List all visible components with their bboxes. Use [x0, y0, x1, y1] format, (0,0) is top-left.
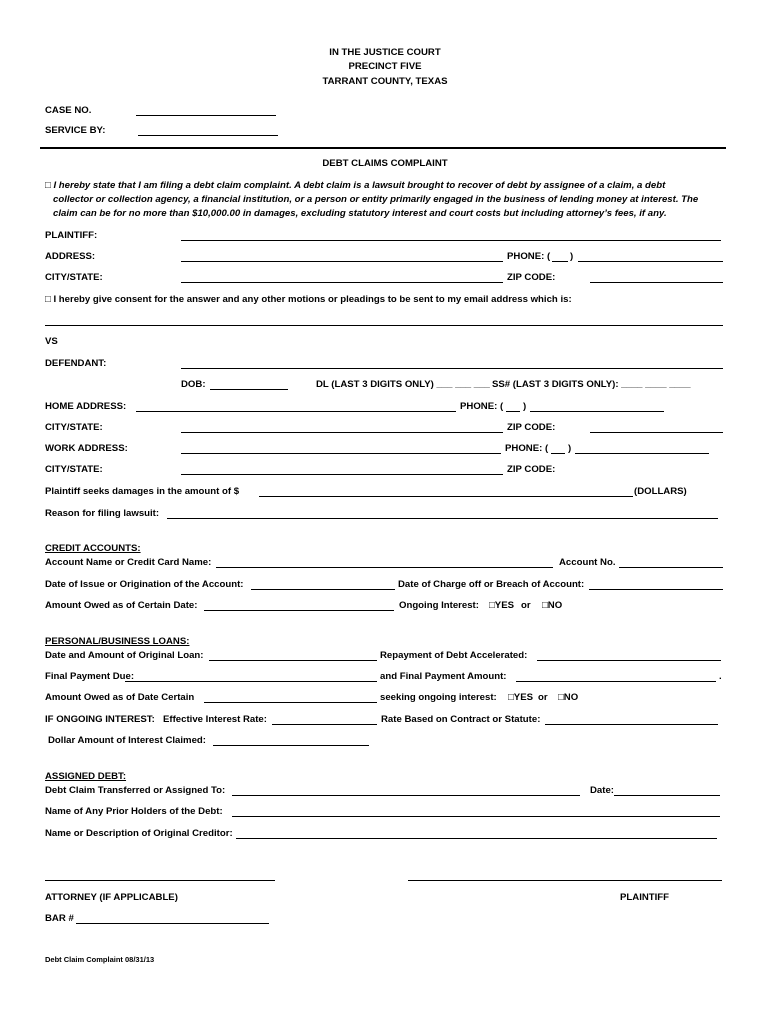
- loan-or-label: or: [538, 692, 548, 703]
- credit-no-checkbox[interactable]: □NO: [542, 600, 563, 611]
- header-divider: [40, 147, 726, 149]
- assigned-heading: ASSIGNED DEBT:: [45, 771, 127, 782]
- dob-label: DOB:: [181, 379, 206, 390]
- work-phone-field[interactable]: [575, 453, 709, 454]
- final-amount-label: and Final Payment Amount:: [380, 671, 507, 682]
- city-state-label: CITY/STATE:: [45, 272, 103, 283]
- county: TARRANT COUNTY, TEXAS: [322, 76, 448, 87]
- ongoing-interest-label: Ongoing Interest:: [399, 600, 479, 611]
- plaintiff-field[interactable]: [181, 240, 721, 241]
- home-address-label: HOME ADDRESS:: [45, 401, 127, 412]
- service-by-label: SERVICE BY:: [45, 125, 106, 136]
- statement-line-2: collector or collection agency, a financial institution, or a person or entity primarily engaged in the business of lending money at interest. The: [53, 194, 699, 205]
- rate-based-field[interactable]: [545, 724, 718, 725]
- work-address-field[interactable]: [181, 453, 501, 454]
- page-title: DEBT CLAIMS COMPLAINT: [322, 158, 448, 169]
- effective-rate-field[interactable]: [272, 724, 377, 725]
- address-label: ADDRESS:: [45, 251, 96, 262]
- footer: Debt Claim Complaint 08/31/13: [45, 955, 155, 964]
- final-amount-field[interactable]: [516, 681, 716, 682]
- issue-date-label: Date of Issue or Origination of the Account:: [45, 579, 244, 590]
- zip-label: ZIP CODE:: [507, 272, 556, 283]
- account-name-field[interactable]: [216, 567, 553, 568]
- assigned-date-label: Date:: [590, 785, 614, 796]
- home-city-state-label: CITY/STATE:: [45, 422, 103, 433]
- work-phone-area-field[interactable]: [551, 453, 565, 454]
- plaintiff-signature-line[interactable]: [408, 880, 722, 881]
- defendant-field[interactable]: [181, 368, 723, 369]
- plaintiff-signature-label: PLAINTIFF: [620, 892, 670, 903]
- credit-yes-checkbox[interactable]: □YES: [489, 600, 514, 611]
- reason-label: Reason for filing lawsuit:: [45, 508, 160, 519]
- phone-paren: ): [570, 251, 574, 262]
- address-field[interactable]: [181, 261, 503, 262]
- work-phone-paren: ): [568, 443, 572, 454]
- email-field[interactable]: [45, 325, 723, 326]
- statement-line-1: □ I hereby state that I am filing a debt claim complaint. A debt claim is a lawsuit brought to recover of debt by assignee of a claim, a debt: [45, 180, 666, 191]
- attorney-label: ATTORNEY (IF APPLICABLE): [45, 892, 178, 903]
- credit-amount-owed-label: Amount Owed as of Certain Date:: [45, 600, 198, 611]
- effective-rate-label: Effective Interest Rate:: [163, 714, 267, 725]
- precinct: PRECINCT FIVE: [348, 61, 422, 72]
- accelerated-label: Repayment of Debt Accelerated:: [380, 650, 528, 661]
- work-city-state-label: CITY/STATE:: [45, 464, 103, 475]
- loan-amount-owed-field[interactable]: [204, 702, 377, 703]
- damages-label: Plaintiff seeks damages in the amount of $: [45, 486, 240, 497]
- case-no-label: CASE NO.: [45, 105, 92, 116]
- rate-based-label: Rate Based on Contract or Statute:: [381, 714, 541, 725]
- case-no-field[interactable]: [136, 115, 276, 116]
- work-city-state-field[interactable]: [181, 474, 503, 475]
- home-city-state-field[interactable]: [181, 432, 503, 433]
- account-no-label: Account No.: [559, 557, 616, 568]
- loans-heading: PERSONAL/BUSINESS LOANS:: [45, 636, 190, 647]
- if-ongoing-label: IF ONGOING INTEREST:: [45, 714, 155, 725]
- credit-heading: CREDIT ACCOUNTS:: [45, 543, 141, 554]
- plaintiff-label: PLAINTIFF:: [45, 230, 98, 241]
- credit-or-label: or: [521, 600, 531, 611]
- vs-label: VS: [45, 336, 58, 347]
- original-loan-label: Date and Amount of Original Loan:: [45, 650, 204, 661]
- credit-amount-owed-field[interactable]: [204, 610, 394, 611]
- home-phone-area-field[interactable]: [506, 411, 520, 412]
- transferred-label: Debt Claim Transferred or Assigned To:: [45, 785, 226, 796]
- reason-field[interactable]: [167, 518, 718, 519]
- final-due-label: Final Payment Due:: [45, 671, 135, 682]
- checkbox-icon[interactable]: □: [45, 180, 51, 191]
- dollars-label: (DOLLARS): [634, 486, 687, 497]
- final-due-field[interactable]: [125, 681, 377, 682]
- home-phone-paren: ): [523, 401, 527, 412]
- chargeoff-field[interactable]: [589, 589, 723, 590]
- account-name-label: Account Name or Credit Card Name:: [45, 557, 212, 568]
- loan-no-checkbox[interactable]: □NO: [558, 692, 579, 703]
- home-phone-label: PHONE: (: [460, 401, 504, 412]
- city-state-field[interactable]: [181, 282, 503, 283]
- attorney-signature-line[interactable]: [45, 880, 275, 881]
- accelerated-field[interactable]: [537, 660, 721, 661]
- original-loan-field[interactable]: [209, 660, 377, 661]
- account-no-field[interactable]: [619, 567, 723, 568]
- final-period: .: [719, 671, 722, 682]
- issue-date-field[interactable]: [251, 589, 395, 590]
- service-by-field[interactable]: [138, 135, 278, 136]
- dl-label[interactable]: DL (LAST 3 DIGITS ONLY) ___ ___ ___: [316, 379, 490, 390]
- home-zip-field[interactable]: [590, 432, 723, 433]
- seeking-label: seeking ongoing interest:: [380, 692, 497, 703]
- phone-label: PHONE: (: [507, 251, 551, 262]
- prior-holders-label: Name of Any Prior Holders of the Debt:: [45, 806, 223, 817]
- transferred-field[interactable]: [232, 795, 580, 796]
- work-address-label: WORK ADDRESS:: [45, 443, 128, 454]
- work-phone-label: PHONE: (: [505, 443, 549, 454]
- dob-field[interactable]: [210, 389, 288, 390]
- phone-field[interactable]: [578, 261, 723, 262]
- ss-label[interactable]: SS# (LAST 3 DIGITS ONLY): ____ ____ ____: [492, 379, 691, 390]
- statement-line-3: claim can be for no more than $10,000.00 in damages, excluding statutory interest and court costs but including attorney’s fees, if any.: [53, 208, 667, 219]
- home-zip-label: ZIP CODE:: [507, 422, 556, 433]
- loan-yes-checkbox[interactable]: □YES: [508, 692, 533, 703]
- defendant-label: DEFENDANT:: [45, 358, 107, 369]
- phone-area-field[interactable]: [552, 261, 568, 262]
- home-address-field[interactable]: [136, 411, 456, 412]
- zip-field[interactable]: [590, 282, 723, 283]
- original-creditor-label: Name or Description of Original Creditor:: [45, 828, 233, 839]
- chargeoff-label: Date of Charge off or Breach of Account:: [398, 579, 585, 590]
- assigned-date-field[interactable]: [614, 795, 720, 796]
- work-zip-label: ZIP CODE:: [507, 464, 556, 475]
- original-creditor-field[interactable]: [236, 838, 717, 839]
- bar-label: BAR #: [45, 913, 74, 924]
- prior-holders-field[interactable]: [232, 816, 720, 817]
- home-phone-field[interactable]: [530, 411, 664, 412]
- court-name: IN THE JUSTICE COURT: [329, 47, 441, 58]
- dollar-claimed-label: Dollar Amount of Interest Claimed:: [48, 735, 206, 746]
- loan-amount-owed-label: Amount Owed as of Date Certain: [45, 692, 195, 703]
- bar-field[interactable]: [76, 923, 269, 924]
- dollar-claimed-field[interactable]: [213, 745, 369, 746]
- email-consent[interactable]: □ I hereby give consent for the answer and any other motions or pleadings to be sent to my email address which is:: [45, 294, 572, 305]
- damages-field[interactable]: [259, 496, 633, 497]
